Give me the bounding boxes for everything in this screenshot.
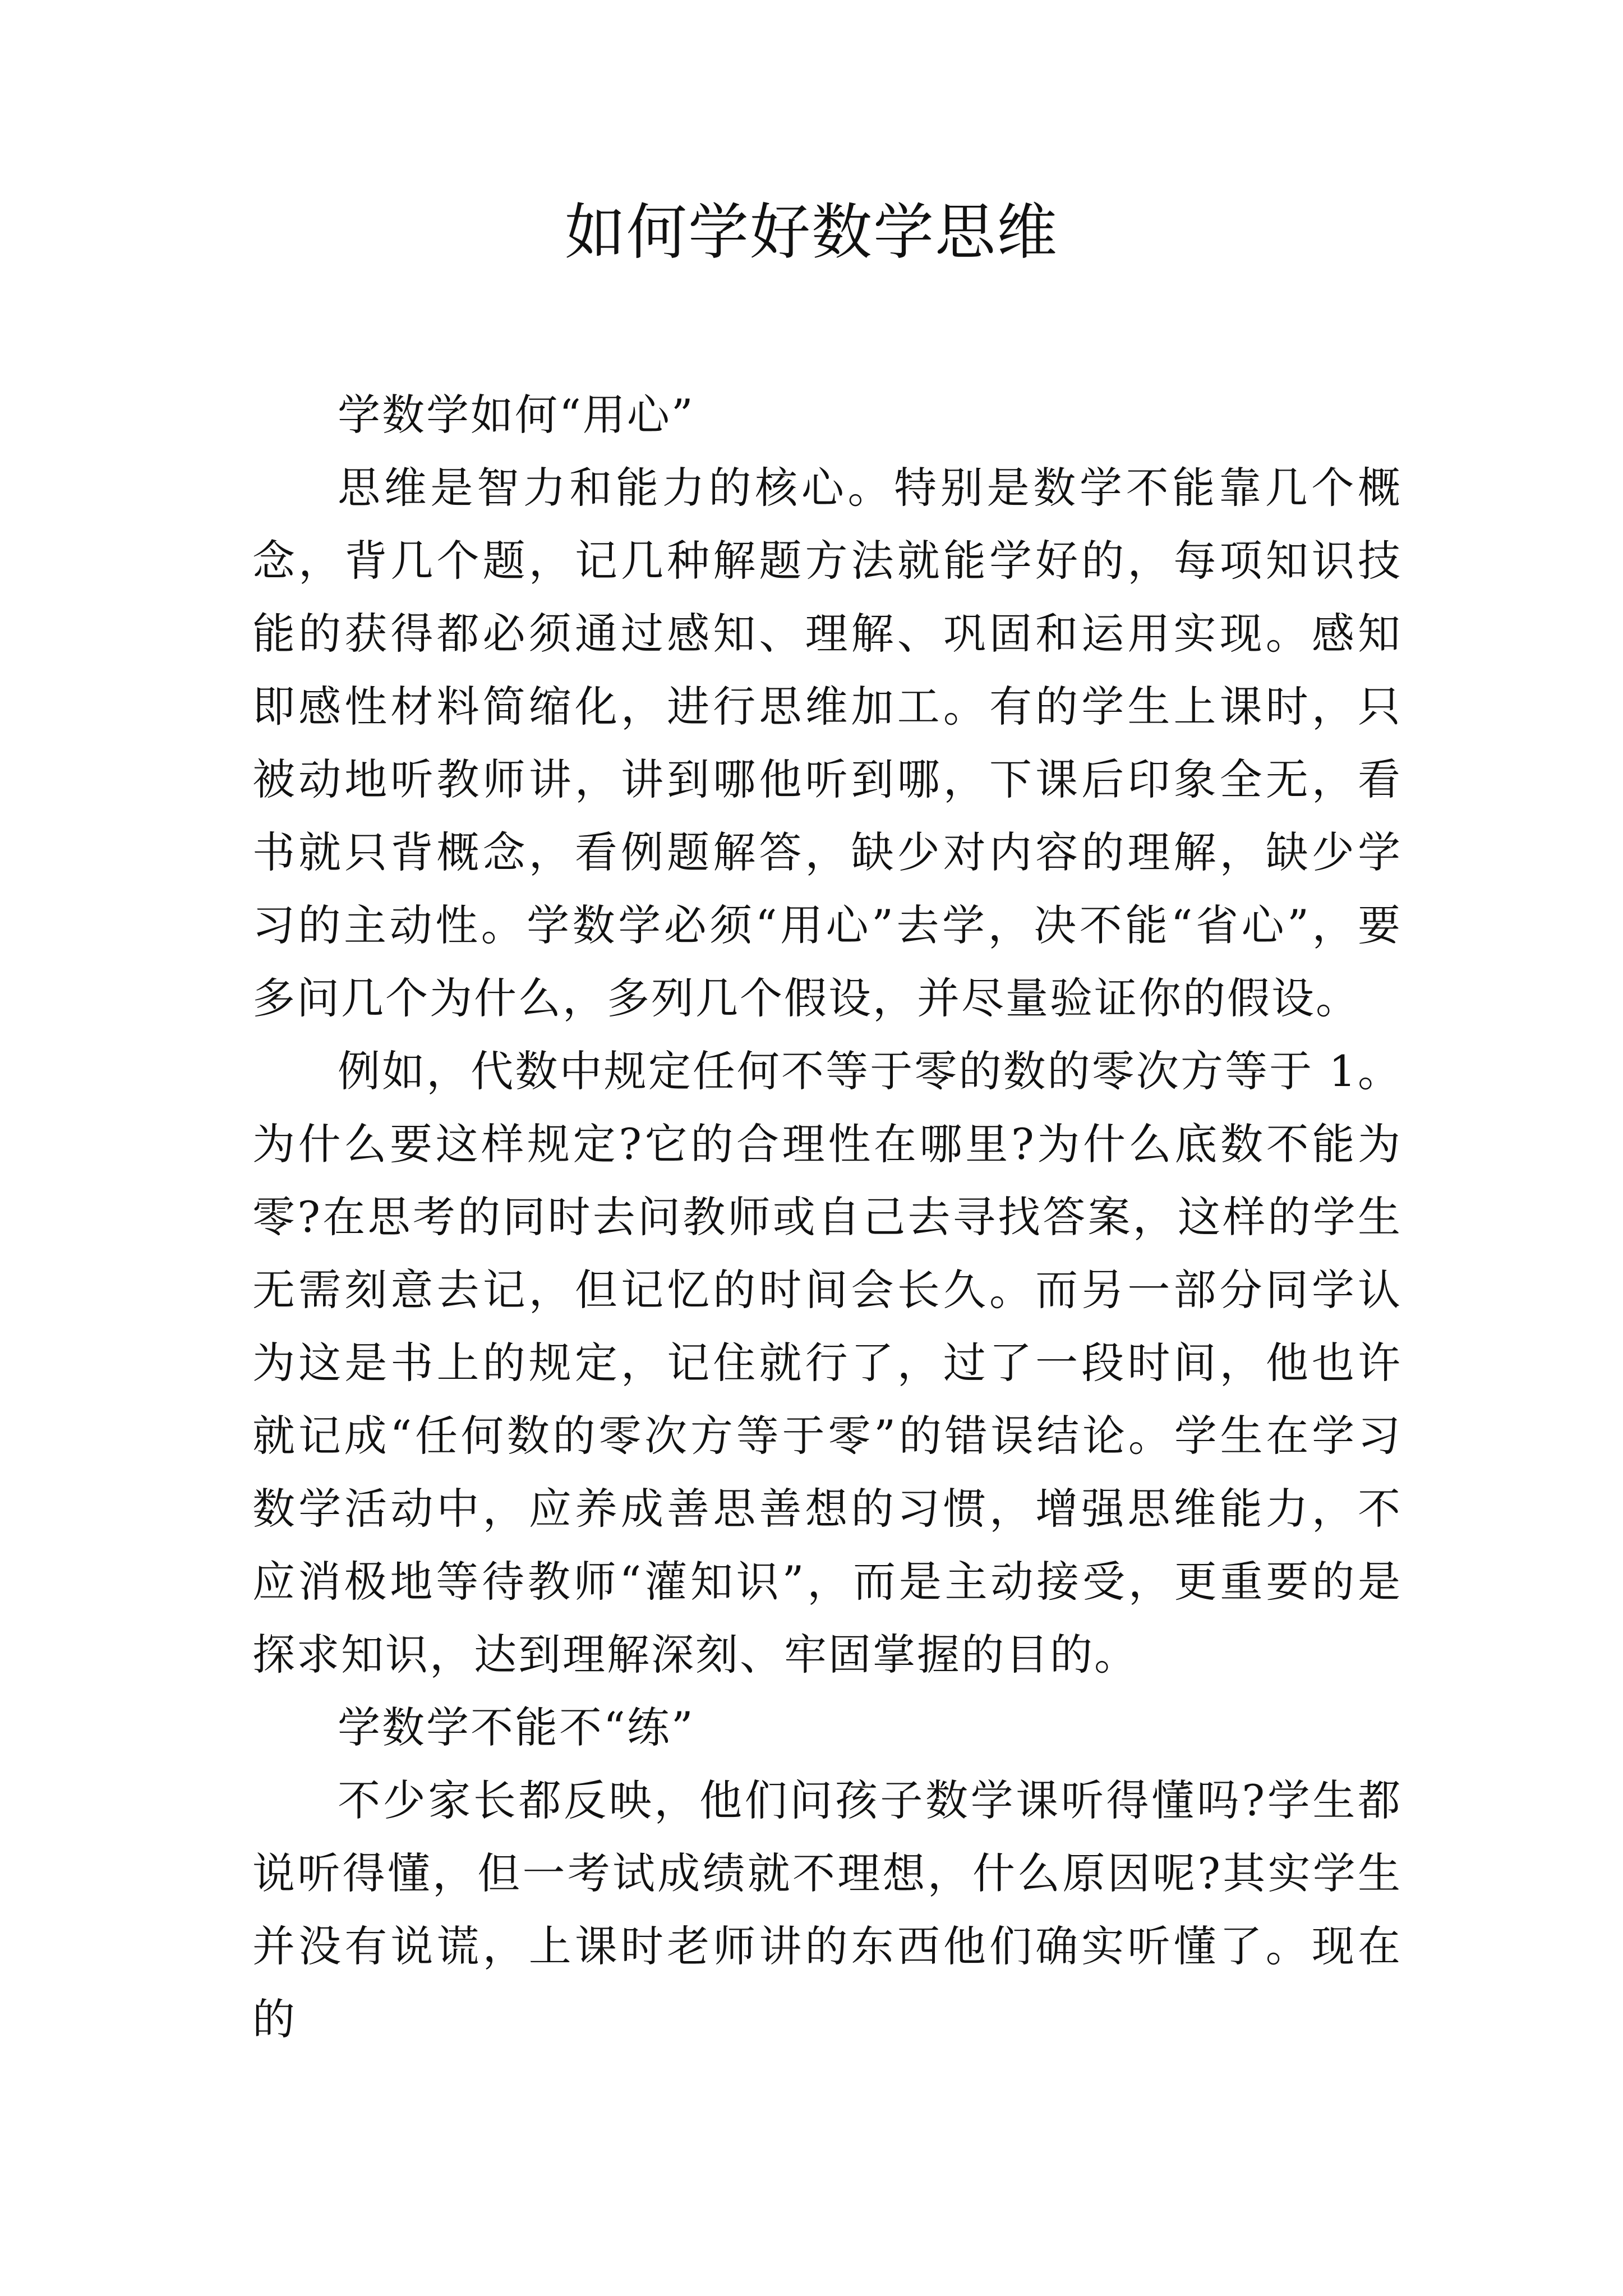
document-title: 如何学好数学思维 [564, 197, 1058, 268]
paragraph-2: 例如，代数中规定任何不等于零的数的零次方等于 1。为什么要这样规定?它的合理性在哪里?为什么底数不能为零?在思考的同时去问教师或自己去寻找答案，这样的学生无需刻意去记，但记忆的时间会长久。而另一部分同学认为这是书上的规定，记住就行了，过了一段时间，他也许就记成“任何数的零次方等于零”的错误结论。学生在学习数学活动中，应养成善思善想的习惯，增强思维能力，不应消极地等待教师“灌知识”，而是主动接受，更重要的是探求知识，达到理解深刻、牢固掌握的目的。 [252, 1046, 1402, 1680]
paragraph-3: 不少家长都反映，他们问孩子数学课听得懂吗?学生都说听得懂，但一考试成绩就不理想，什么原因呢?其实学生并没有说谎，上课时老师讲的东西他们确实听懂了。现在的 [252, 1775, 1402, 2044]
section-heading-1: 学数学如何“用心” [338, 390, 695, 440]
section-heading-2: 学数学不能不“练” [338, 1703, 695, 1752]
document-body [252, 379, 1402, 2056]
paragraph-1: 思维是智力和能力的核心。特别是数学不能靠几个概念，背几个题，记几种解题方法就能学好的，每项知识技能的获得都必须通过感知、理解、巩固和运用实现。感知即感性材料简缩化，进行思维加工。有的学生上课时，只被动地听教师讲，讲到哪他听到哪，下课后印象全无，看书就只背概念，看例题解答，缺少对内容的理解，缺少学习的主动性。学数学必须“用心”去学，决不能“省心”，要多问几个为什么，多列几个假设，并尽量验证你的假设。 [252, 463, 1402, 1023]
